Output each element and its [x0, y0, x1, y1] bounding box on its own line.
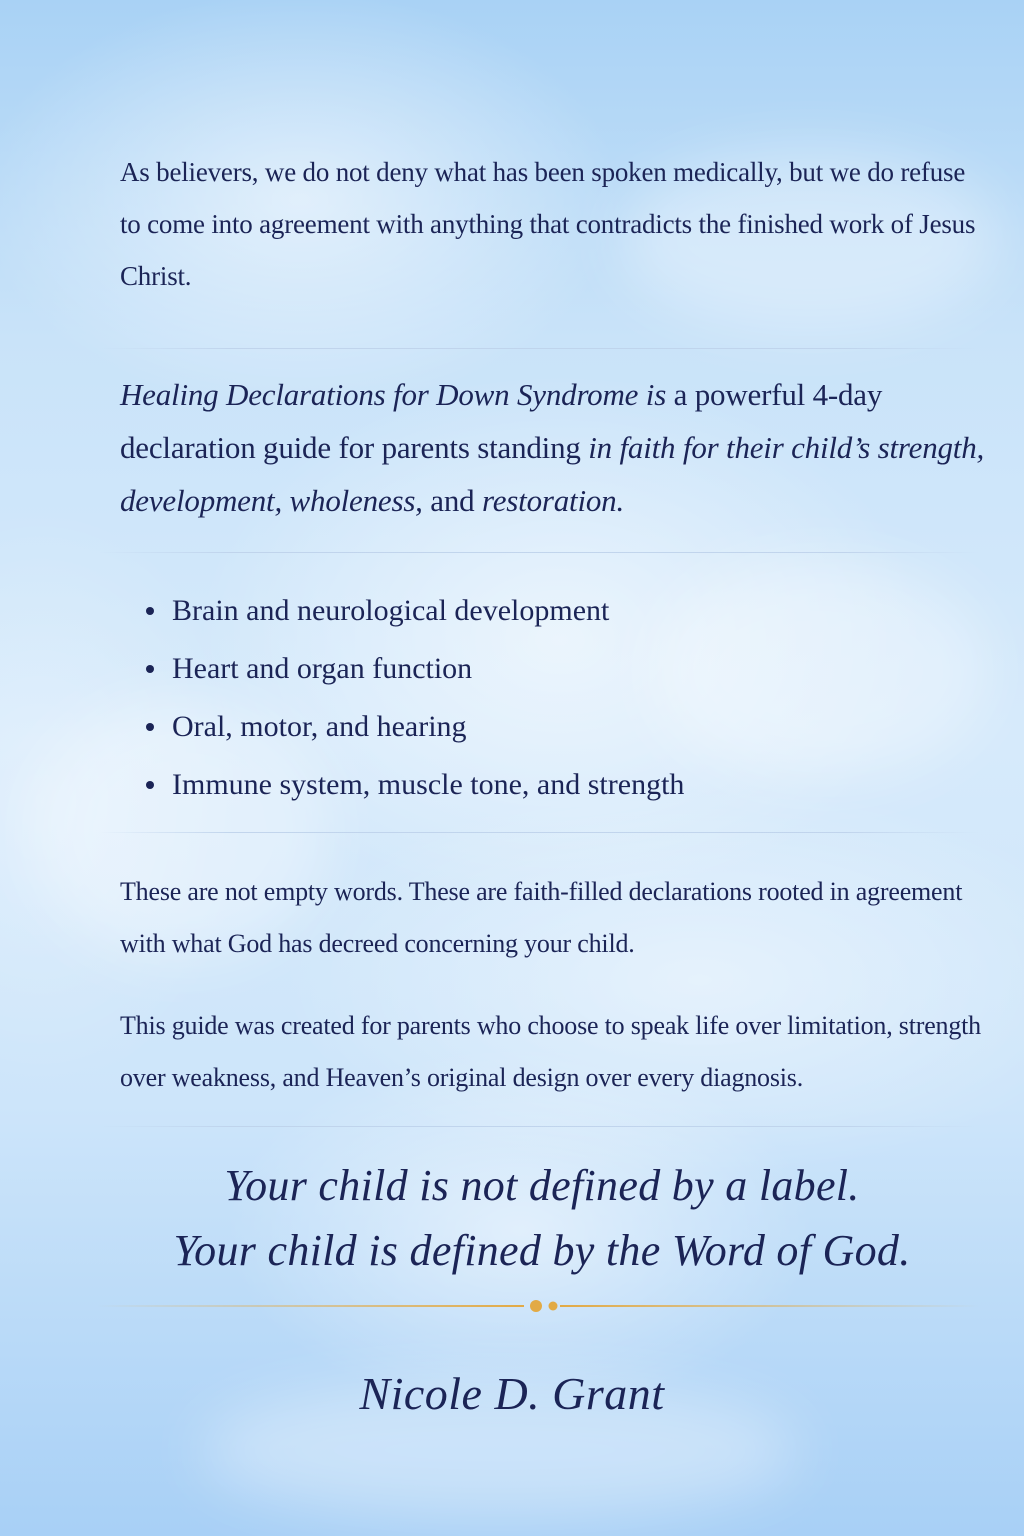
closing-line-1: Your child is not defined by a label.	[224, 1161, 860, 1210]
section-divider	[98, 832, 978, 833]
faith-paragraph: These are not empty words. These are faith-filled declarations rooted in agreement with what God has decreed concerning your child.	[120, 877, 963, 958]
intro-paragraph: As believers, we do not deny what has been spoken medically, but we do refuse to come into agreement with anything that contradicts the finished work of Jesus Christ.	[120, 157, 976, 291]
bullet-icon	[146, 723, 154, 731]
bullet-icon	[146, 781, 154, 789]
list-item	[146, 640, 684, 698]
section-divider	[98, 348, 978, 349]
focus-area-list	[146, 582, 684, 814]
description-faith-text: in faith for their child’s strength, development, wholeness,	[120, 430, 985, 518]
description-and: and	[422, 483, 483, 518]
section-divider	[98, 1126, 978, 1127]
cloud-decoration	[650, 560, 990, 780]
section-divider	[98, 552, 978, 553]
list-item	[146, 756, 684, 814]
description-is: is	[645, 377, 667, 412]
description-restoration: restoration.	[482, 483, 625, 518]
bullet-icon	[146, 665, 154, 673]
list-item	[146, 582, 684, 640]
list-item-text: Heart and organ function	[172, 652, 473, 685]
list-item	[146, 698, 684, 756]
list-item-text: Brain and neurological development	[172, 594, 610, 627]
closing-line-2: Your child is defined by the Word of God.	[173, 1226, 911, 1275]
description-paragraph	[120, 368, 990, 527]
bullet-icon	[146, 607, 154, 615]
description-text: a powerful 4-day declaration guide for parents standing	[120, 377, 883, 465]
author-name: Nicole D. Grant	[359, 1368, 665, 1419]
purpose-paragraph: This guide was created for parents who choose to speak life over limitation, strength over weakness, and Heaven’s original design over every diagnosis.	[120, 1011, 981, 1092]
book-title: Healing Declarations for Down Syndrome	[120, 377, 639, 412]
gold-ornament-divider	[96, 1298, 980, 1314]
list-item-text: Oral, motor, and hearing	[172, 710, 467, 743]
list-item-text: Immune system, muscle tone, and strength	[172, 768, 685, 801]
